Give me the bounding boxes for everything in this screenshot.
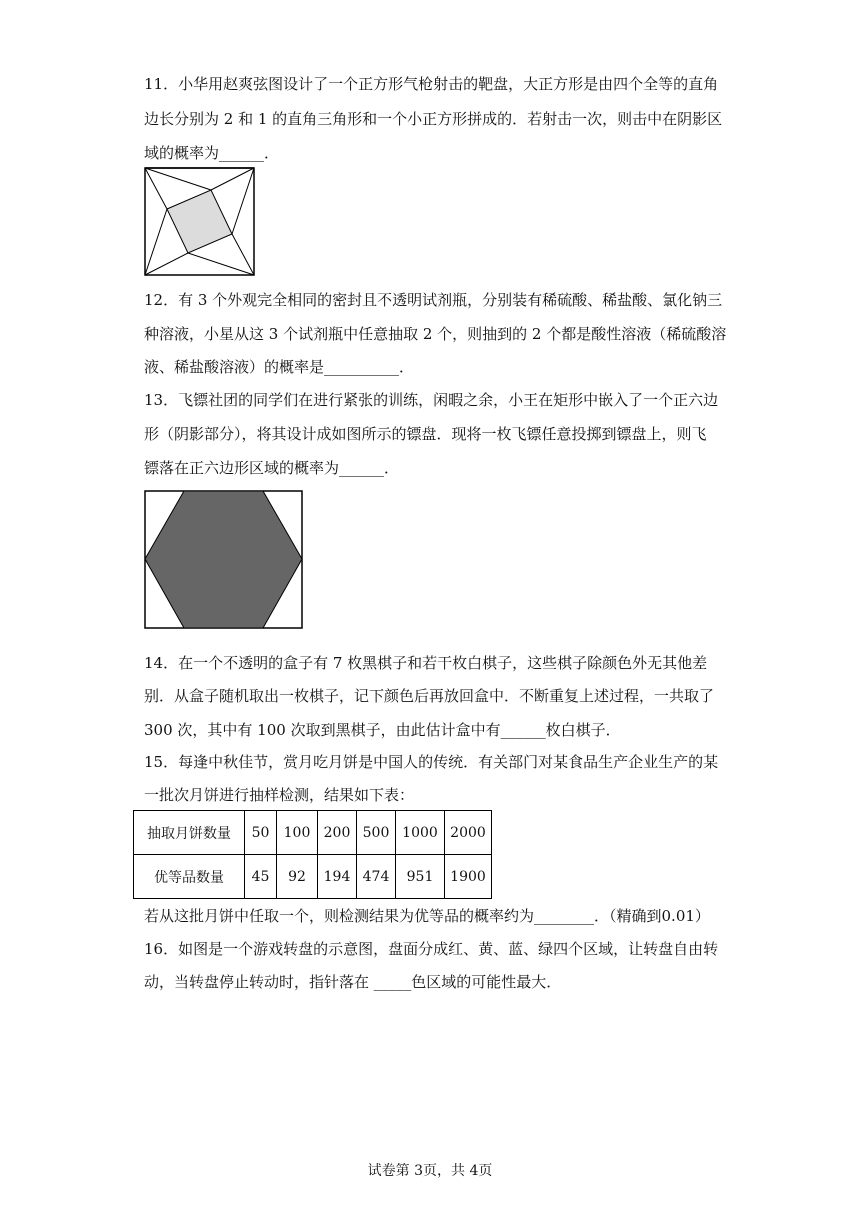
table-cell: 1900 [445,855,492,899]
q12-line-2: 种溶液，小星从这 3 个试剂瓶中任意抽取 2 个，则抽到的 2 个都是酸性溶液（稀硫酸溶 [144,325,727,343]
q11-line-1: 11．小华用赵爽弦图设计了一个正方形气枪射击的靶盘，大正方形是由四个全等的直角 [144,75,719,93]
zhao-shuang-diagram [144,167,256,277]
q11-line-3: 域的概率为______． [144,144,280,162]
table-row [134,855,492,899]
q13-line-2: 形（阴影部分），将其设计成如图所示的镖盘．现将一枚飞镖任意投掷到镖盘上，则飞 [144,425,707,443]
page-footer: 试卷第 3页，共 4页 [367,1163,493,1179]
q12-line-3: 液、稀盐酸溶液）的概率是__________． [144,358,415,376]
table-cell: 优等品数量 [134,855,245,899]
q16-line-1: 16．如图是一个游戏转盘的示意图，盘面分成红、黄、蓝、绿四个区域，让转盘自由转 [144,940,719,958]
q15-line-2: 一批次月饼进行抽样检测，结果如下表： [144,786,415,804]
table-cell: 2000 [445,811,492,855]
table-cell: 45 [245,855,277,899]
table-row [134,811,492,855]
hexagon-dartboard [144,490,304,630]
q13-line-3: 镖落在正六边形区域的概率为______． [144,459,400,477]
table-cell: 500 [357,811,396,855]
mooncake-inspection-table [133,810,492,899]
table-cell: 92 [277,855,318,899]
table-cell: 951 [396,855,445,899]
q13-line-1: 13．飞镖社团的同学们在进行紧张的训练，闲暇之余，小王在矩形中嵌入了一个正六边 [144,391,719,409]
table-cell: 50 [245,811,277,855]
q12-line-1: 12．有 3 个外观完全相同的密封且不透明试剂瓶，分别装有稀硫酸、稀盐酸、氯化钠三 [144,291,723,309]
q14-line-1: 14．在一个不透明的盒子有 7 枚黑棋子和若干枚白棋子，这些棋子除颜色外无其他差 [144,654,708,672]
table-cell: 194 [318,855,357,899]
q14-line-3: 300 次，其中有 100 次取到黑棋子，由此估计盒中有______枚白棋子． [144,721,621,739]
table-cell: 1000 [396,811,445,855]
table-cell: 抽取月饼数量 [134,811,245,855]
q11-line-2: 边长分别为 2 和 1 的直角三角形和一个小正方形拼成的．若射击一次，则击中在阴影区 [144,110,723,128]
table-cell: 474 [357,855,396,899]
q15-line-3: 若从这批月饼中任取一个，则检测结果为优等品的概率约为________．（精确到0.01） [144,907,710,925]
q16-line-2: 动，当转盘停止转动时，指针落在 _____色区域的可能性最大． [144,973,562,991]
q15-line-1: 15．每逢中秋佳节，赏月吃月饼是中国人的传统．有关部门对某食品生产企业生产的某 [144,753,719,771]
table-cell: 100 [277,811,318,855]
table-cell: 200 [318,811,357,855]
q14-line-2: 别．从盒子随机取出一枚棋子，记下颜色后再放回盒中．不断重复上述过程，一共取了 [144,687,715,705]
